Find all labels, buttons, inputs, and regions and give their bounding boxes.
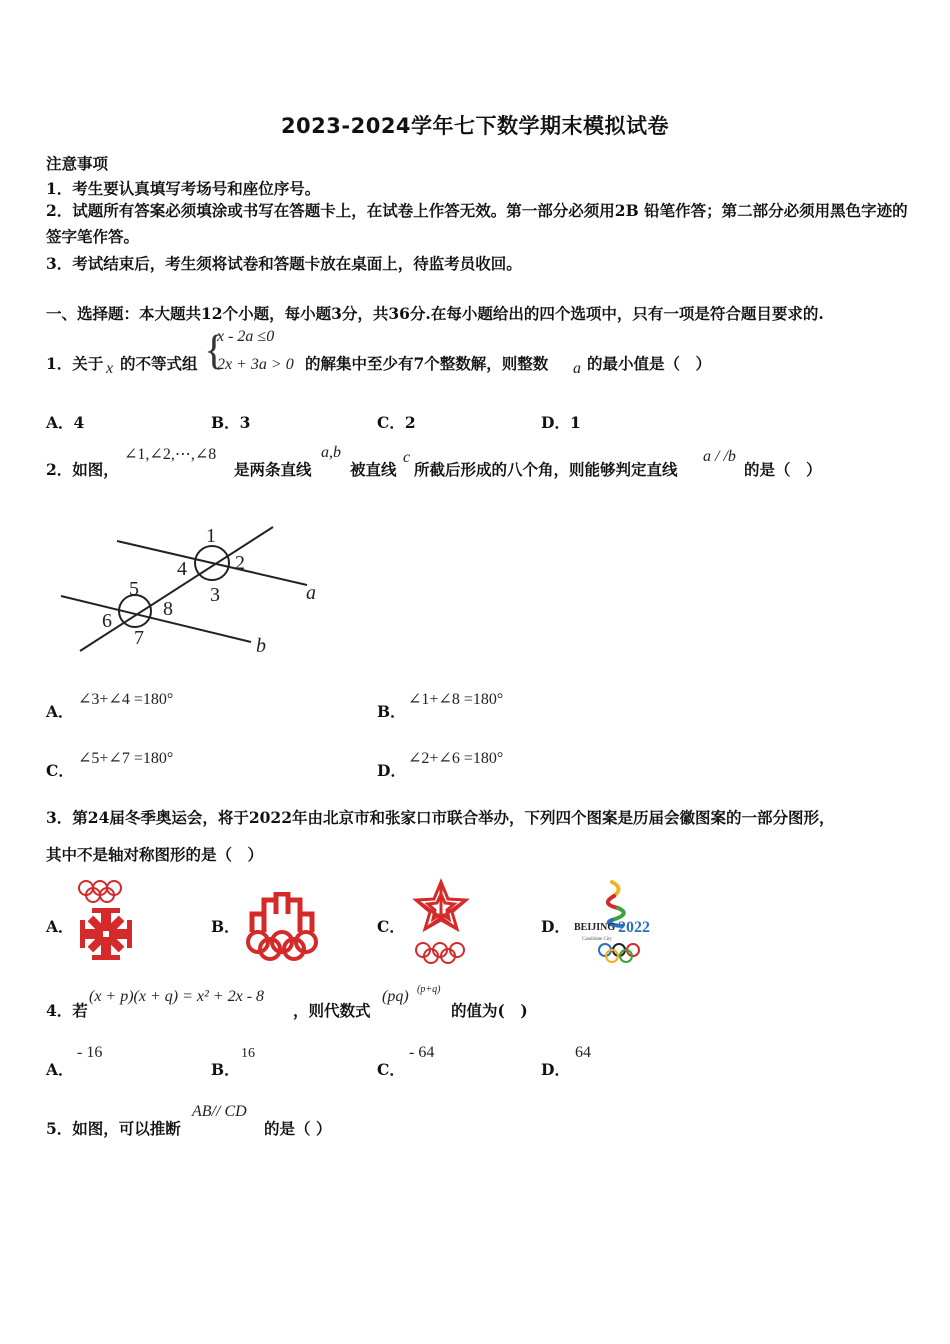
q4-option-c[interactable]: C．: [377, 1060, 405, 1079]
q4-prefix: 4．若: [46, 1001, 88, 1020]
q1-ineq1: x - 2a ≤0: [217, 328, 275, 345]
q5-suffix: 的是（ ）: [264, 1119, 332, 1138]
q3-option-a[interactable]: A．: [46, 917, 74, 936]
q4-option-d[interactable]: D．: [541, 1060, 570, 1079]
q3-line2: 其中不是轴对称图形的是（ ）: [46, 845, 264, 864]
q1-suffix: 的最小值是（ ）: [587, 354, 712, 373]
q2-prefix: 2．如图，: [46, 460, 119, 479]
q2-line-c: c: [403, 449, 411, 466]
line-c: [80, 527, 273, 651]
q4-expr-exp: (p+q): [417, 984, 441, 995]
q1-option-c[interactable]: C．2: [377, 413, 416, 432]
line-label-a: a: [306, 582, 316, 604]
q4-mid: ，则代数式: [293, 1001, 371, 1020]
q1-option-a[interactable]: A．4: [46, 413, 85, 432]
q1-brace: {: [204, 328, 225, 374]
line-label-b: b: [256, 635, 266, 657]
q3-logo-d-sub: Candidate City: [582, 937, 613, 942]
q3-logo-d-text: BEIJING: [574, 922, 616, 933]
q1-mid1: 的不等式组: [120, 354, 198, 373]
q4-option-b-value: 16: [241, 1046, 255, 1061]
q4-option-c-value: - 64: [409, 1044, 435, 1061]
q3-option-c[interactable]: C．: [377, 917, 405, 936]
q4-option-a-value: - 16: [77, 1044, 103, 1061]
q2-suffix: 的是（ ）: [744, 460, 822, 479]
note-item-2: 2．试题所有答案必须填涂或书写在答题卡上，在试卷上作答无效。第一部分必须用2B 铅笔作答；第二部分必须用黑色字迹的签字笔作答。: [46, 201, 908, 246]
q3-logo-d: [572, 878, 664, 964]
q2-option-a-expr: ∠3+∠4 =180°: [78, 691, 174, 708]
notes-heading: 注意事项: [46, 154, 109, 173]
q4-option-a[interactable]: A．: [46, 1060, 74, 1079]
q5-expr: AB// CD: [192, 1103, 247, 1120]
q4-suffix: 的值为( ): [451, 1001, 528, 1020]
q1-mid2: 的解集中至少有7个整数解，则整数: [305, 354, 549, 373]
line-a: [117, 541, 307, 585]
angle-label-1: 1: [206, 525, 216, 547]
q3-line1: 3．第24届冬季奥运会，将于2022年由北京市和张家口市联合举办，下列四个图案是历届会徽图案的一部分图形，: [46, 808, 835, 827]
q4-expr-base: (pq): [382, 988, 409, 1005]
note-item-3: 3．考试结束后，考生须将试卷和答题卡放在桌面上，待监考员收回。: [46, 254, 522, 273]
q2-option-c[interactable]: C．: [46, 761, 74, 780]
q3-logo-d-year: 2022: [618, 919, 650, 936]
q1-prefix: 1．关于: [46, 354, 104, 373]
angle-label-5: 5: [129, 578, 139, 600]
q3-logo-b: [242, 892, 322, 964]
q1-option-b[interactable]: B．3: [211, 413, 251, 432]
q1-ineq2: 2x + 3a > 0: [217, 356, 294, 373]
q3-logo-c: [410, 878, 472, 966]
angle-label-4: 4: [177, 558, 187, 580]
section-heading: 一、选择题：本大题共12个小题，每小题3分，共36分.在每小题给出的四个选项中，只有一项是符合题目要求的.: [46, 304, 824, 323]
q2-option-a[interactable]: A．: [46, 702, 74, 721]
q1-var-a: a: [573, 360, 581, 377]
q2-parallel: a / /b: [703, 448, 736, 465]
q1-option-d[interactable]: D．1: [541, 413, 581, 432]
q5-prefix: 5．如图，可以推断: [46, 1119, 181, 1138]
angle-label-6: 6: [102, 610, 112, 632]
q2-mid3: 所截后形成的八个角，则能够判定直线: [414, 460, 678, 479]
q2-option-b-expr: ∠1+∠8 =180°: [408, 691, 504, 708]
angle-label-8: 8: [163, 598, 173, 620]
q2-mid1: 是两条直线: [234, 460, 312, 479]
q2-lines-ab: a,b: [321, 444, 341, 461]
q3-option-b[interactable]: B．: [211, 917, 240, 936]
angle-label-7: 7: [134, 627, 144, 649]
q2-option-b[interactable]: B．: [377, 702, 406, 721]
page-title: 2023-2024学年七下数学期末模拟试卷: [280, 114, 670, 138]
q2-option-c-expr: ∠5+∠7 =180°: [78, 750, 174, 767]
q4-option-b[interactable]: B．: [211, 1060, 240, 1079]
q2-angles: ∠1,∠2,⋯,∠8: [124, 446, 217, 463]
q2-option-d[interactable]: D．: [377, 761, 406, 780]
q2-mid2: 被直线: [350, 460, 397, 479]
angle-label-3: 3: [210, 584, 220, 606]
note-item-1: 1．考生要认真填写考场号和座位序号。: [46, 179, 321, 198]
q3-option-d[interactable]: D．: [541, 917, 570, 936]
angle-label-2: 2: [235, 552, 245, 574]
q3-logo-a: [76, 878, 138, 964]
q2-figure: [55, 518, 335, 663]
q1-var-x: x: [106, 360, 114, 377]
q2-option-d-expr: ∠2+∠6 =180°: [408, 750, 504, 767]
q4-equation: (x + p)(x + q) = x² + 2x - 8: [89, 988, 265, 1005]
q4-option-d-value: 64: [575, 1044, 591, 1061]
